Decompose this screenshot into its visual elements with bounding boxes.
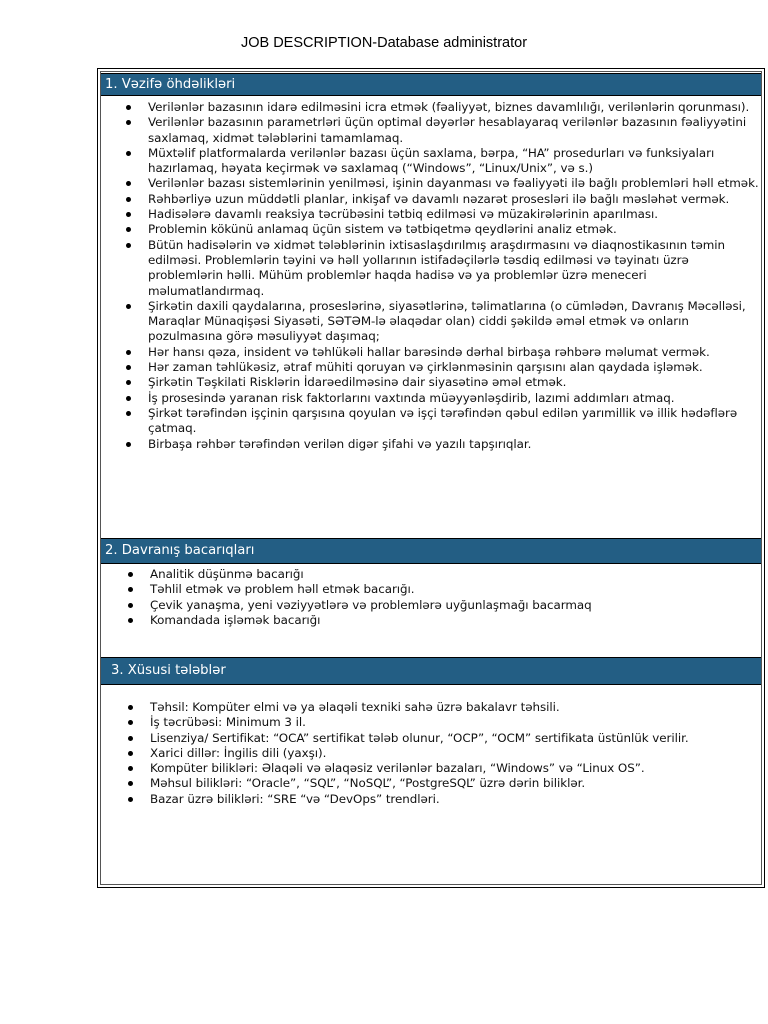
list-item: Verilənlər bazasının idarə edilməsini icra etmək (fəaliyyət, biznes davamlılığı, verilənlərin qorunması). xyxy=(101,100,761,115)
list-item: Lisenziya/ Sertifikat: “OCA” sertifikat tələb olunur, “OCP”, “OCM” sertifikata üstünlük verilir. xyxy=(101,731,761,746)
list-item: Hər zaman təhlükəsiz, ətraf mühiti qoruyan və çirklənməsinin qarşısını alan qaydada işləmək. xyxy=(101,360,761,375)
section-body-behavioral-skills xyxy=(101,564,761,656)
section-body-special-requirements xyxy=(101,686,761,884)
list-item: Bazar üzrə bilikləri: “SRE “və “DevOps” trendləri. xyxy=(101,792,761,807)
duties-list xyxy=(101,97,761,452)
list-item: Analitik düşünmə bacarığı xyxy=(101,567,761,582)
list-item: Şirkətin daxili qaydalarına, proseslərinə, siyasətlərinə, təlimatlarına (o cümlədən, Davranış Məcəlləsi, Maraqlar Münaqişəsi Siyasəti, SƏTƏM-lə əlaqədar olan) ciddi şəkildə əməl etmək və onların pozulmasına görə məsuliyyət daşımaq; xyxy=(101,299,761,345)
section-heading-text: 2. Davranış bacarıqları xyxy=(105,543,255,558)
list-item: Verilənlər bazasının parametrləri üçün optimal dəyərlər hesablayaraq verilənlər bazasının fəaliyyətini saxlamaq, xidmət tələblərini tamamlamaq. xyxy=(101,115,761,146)
section-header-behavioral-skills xyxy=(101,538,761,564)
section-heading-text: 1. Vəzifə öhdəlikləri xyxy=(105,77,236,92)
list-item: Bütün hadisələrin və xidmət tələblərinin ixtisaslaşdırılmış araşdırmasını və diaqnostikasının təmin edilməsi. Problemlərin təyini və həll yollarının istifadəçilərlə təsdiq edilməsi və təyinatı üzrə problemlərin həlli. Mühüm problemlər haqda hadisə və ya problemlər üzrə meneceri məlumatlandırmaq. xyxy=(101,238,761,299)
table-inner-border xyxy=(100,71,762,885)
section-header-duties xyxy=(101,73,761,96)
list-item: Məhsul bilikləri: “Oracle”, “SQL”, “NoSQL”, “PostgreSQL” üzrə dərin biliklər. xyxy=(101,776,761,791)
special-requirements-list xyxy=(101,686,761,807)
list-item: Komandada işləmək bacarığı xyxy=(101,613,761,628)
behavioral-skills-list xyxy=(101,564,761,628)
section-heading-text: 3. Xüsusi tələblər xyxy=(111,663,226,678)
list-item: Birbaşa rəhbər tərəfindən verilən digər şifahi və yazılı tapşırıqlar. xyxy=(101,437,761,452)
list-item: Rəhbərliyə uzun müddətli planlar, inkişaf və davamlı nəzarət prosesləri ilə bağlı məsləhət vermək. xyxy=(101,192,761,207)
list-item: Təhsil: Kompüter elmi və ya əlaqəli texniki sahə üzrə bakalavr təhsili. xyxy=(101,700,761,715)
section-body-duties xyxy=(101,97,761,538)
list-item: Müxtəlif platformalarda verilənlər bazası üçün saxlama, bərpa, “HA” prosedurları və funksiyaları hazırlamaq, həyata keçirmək və saxlamaq (“Windows”, “Linux/Unix”, və s.) xyxy=(101,146,761,177)
list-item: Hadisələrə davamlı reaksiya təcrübəsini tətbiq edilməsi və müzakirələrinin aparılması. xyxy=(101,207,761,222)
list-item: Kompüter bilikləri: Əlaqəli və əlaqəsiz verilənlər bazaları, “Windows” və “Linux OS”. xyxy=(101,761,761,776)
list-item: Şirkət tərəfindən işçinin qarşısına qoyulan və işçi tərəfindən qəbul edilən yarımillik və illik hədəflərə çatmaq. xyxy=(101,406,761,437)
list-item: Verilənlər bazası sistemlərinin yenilməsi, işinin dayanması və fəaliyyəti ilə bağlı problemləri həll etmək. xyxy=(101,176,761,191)
list-item: Təhlil etmək və problem həll etmək bacarığı. xyxy=(101,582,761,597)
list-item: Şirkətin Təşkilati Risklərin İdarəedilməsinə dair siyasətinə əməl etmək. xyxy=(101,375,761,390)
list-item: Xarici dillər: İngilis dili (yaxşı). xyxy=(101,746,761,761)
list-item: İş təcrübəsi: Minimum 3 il. xyxy=(101,715,761,730)
list-item: Çevik yanaşma, yeni vəziyyətlərə və problemlərə uyğunlaşmağı bacarmaq xyxy=(101,598,761,613)
job-description-table xyxy=(97,68,765,888)
section-header-special-requirements xyxy=(101,657,761,685)
list-item: Problemin kökünü anlamaq üçün sistem və tətbiqetmə qeydlərini analiz etmək. xyxy=(101,222,761,237)
list-item: İş prosesində yaranan risk faktorlarını vaxtında müəyyənləşdirib, lazımi addımları atmaq. xyxy=(101,391,761,406)
document-title: JOB DESCRIPTION-Database administrator xyxy=(240,35,528,51)
list-item: Hər hansı qəza, insident və təhlükəli hallar barəsində dərhal birbaşa rəhbərə məlumat vermək. xyxy=(101,345,761,360)
